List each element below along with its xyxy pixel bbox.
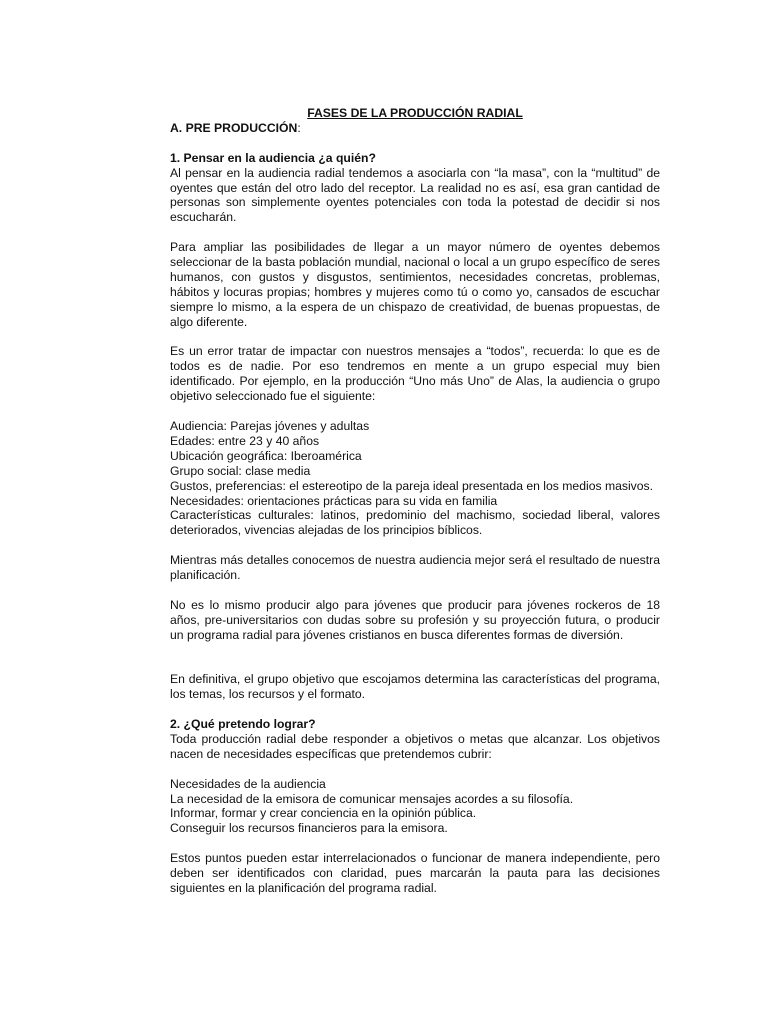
document-title: FASES DE LA PRODUCCIÓN RADIAL: [307, 106, 523, 120]
question-2-heading: 2. ¿Qué pretendo lograr?: [170, 717, 316, 732]
audience-paragraph-6: En definitiva, el grupo objetivo que escojamos determina las características del programa, los temas, los recursos y el formato.: [170, 672, 660, 702]
profile-item-ubicacion: Ubicación geográfica: Iberoamérica: [170, 448, 362, 463]
profile-item-grupo-social: Grupo social: clase media: [170, 463, 311, 478]
profile-item-gustos: Gustos, preferencias: el estereotipo de la pareja ideal presentada en los medios masivos.: [170, 478, 654, 493]
audience-paragraph-1: Al pensar en la audiencia radial tendemos a asociarla con “la masa”, con la “multitud” de oyentes que están del otro lado del receptor. La realidad no es así, esa gran cantidad de personas son simplemente oyentes potenciales con toda la potestad de decidir si nos escucharán.: [170, 165, 660, 225]
objectives-closing-paragraph: Estos puntos pueden estar interrelacionados o funcionar de manera independiente, pero deben ser identificados con claridad, pues marcarán la pauta para las decisiones siguientes en la planificación del programa radial.: [170, 851, 660, 895]
needs-item-informar: Informar, formar y crear conciencia en la opinión pública.: [170, 806, 477, 821]
question-1-heading: 1. Pensar en la audiencia ¿a quién?: [170, 150, 376, 165]
audience-paragraph-2: Para ampliar las posibilidades de llegar a un mayor número de oyentes debemos seleccionar de la basta población mundial, nacional o local a un grupo específico de seres humanos, con gustos y disgustos, sentimientos, necesidades concretas, problemas, hábitos y locuras propias; hombres y mujeres como tú o como yo, cansados de escuchar siempre lo mismo, a la espera de un chispazo de creatividad, de buenas propuestas, de algo diferente.: [170, 240, 660, 329]
section-heading-colon: :: [297, 120, 301, 135]
audience-profile-list: [170, 419, 660, 538]
document-page: [170, 106, 660, 911]
needs-list: [170, 777, 660, 837]
needs-item-audiencia: Necesidades de la audiencia: [170, 776, 326, 791]
audience-paragraph-4: Mientras más detalles conocemos de nuestra audiencia mejor será el resultado de nuestra planificación.: [170, 553, 660, 583]
audience-paragraph-5: No es lo mismo producir algo para jóvenes que producir para jóvenes rockeros de 18 años, pre-universitarios con dudas sobre su profesión y su proyección futura, o producir un programa radial para jóvenes cristianos en busca diferentes formas de diversión.: [170, 597, 660, 642]
needs-item-emisora: La necesidad de la emisora de comunicar mensajes acordes a su filosofía.: [170, 791, 574, 806]
audience-paragraph-3: Es un error tratar de impactar con nuestros mensajes a “todos”, recuerda: lo que es de todos es de nadie. Por eso tendremos en mente a un grupo especial muy bien identificado. Por ejemplo, en la producción “Uno más Uno” de Alas, la audiencia o grupo objetivo seleccionado fue el siguiente:: [170, 344, 660, 404]
objectives-intro-paragraph: Toda producción radial debe responder a objetivos o metas que alcanzar. Los objetivos nacen de necesidades específicas que pretendemos cubrir:: [170, 731, 660, 761]
profile-item-edades: Edades: entre 23 y 40 años: [170, 433, 320, 448]
profile-item-audiencia: Audiencia: Parejas jóvenes y adultas: [170, 418, 370, 433]
profile-item-caracteristicas: Características culturales: latinos, predominio del machismo, sociedad liberal, valores deteriorados, vivencias alejadas de los principios bíblicos.: [170, 508, 660, 538]
section-heading-label: A. PRE PRODUCCIÓN: [170, 120, 298, 135]
profile-item-necesidades: Necesidades: orientaciones prácticas para su vida en familia: [170, 493, 498, 508]
needs-item-recursos: Conseguir los recursos financieros para la emisora.: [170, 821, 448, 836]
section-heading-preproduccion: [170, 121, 660, 136]
blank-line: [170, 657, 660, 672]
